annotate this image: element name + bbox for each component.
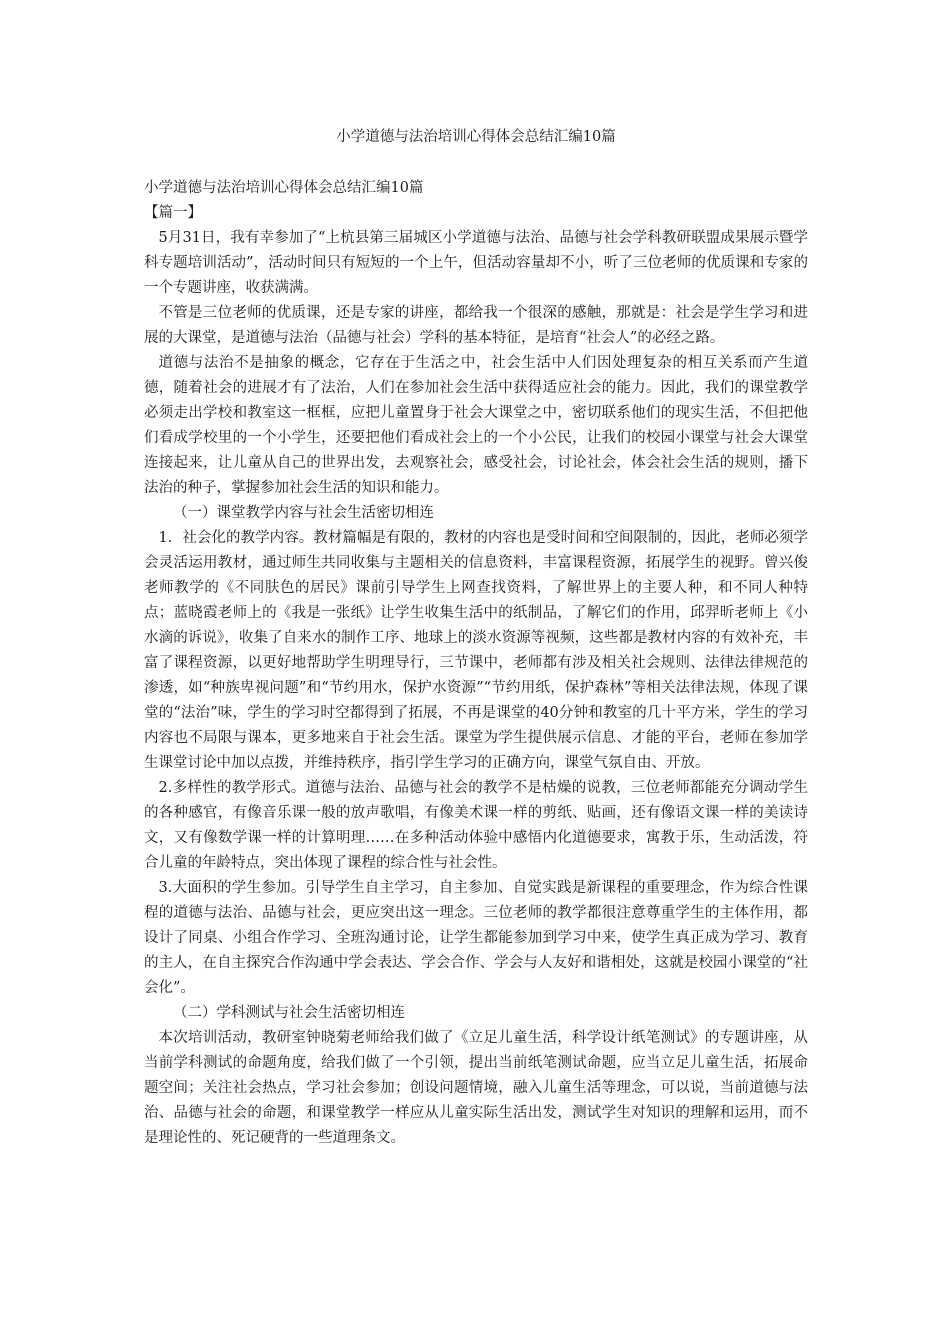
body-paragraph: 5月31日，我有幸参加了“上杭县第三届城区小学道德与法治、品德与社会学科教研联盟成果展示暨学科专题培训活动”，活动时间只有短短的一个上午，但活动容量却不小，听了三位老师的优质课和专家的一个专题讲座，收获满满。	[144, 230, 808, 296]
document-subtitle: 小学道德与法治培训心得体会总结汇编10篇	[144, 180, 424, 196]
body-paragraph: 3.大面积的学生参加。引导学生自主学习，自主参加、自觉实践是新课程的重要理念，作为综合性课程的道德与法治、品德与社会，更应突出这一理念。三位老师的教学都很注意尊重学生的主体作用，都设计了同桌、小组合作学习、全班沟通讨论，让学生都能参加到学习中来，使学生真正成为学习、教育的主人，在自主探究合作沟通中学会表达、学会合作、学会与人友好和谐相处，这就是校园小课堂的“社会化”。	[144, 880, 808, 996]
body-paragraph: 1．社会化的教学内容。教材篇幅是有限的，教材的内容也是受时间和空间限制的，因此，老师必须学会灵活运用教材，通过师生共同收集与主题相关的信息资料，丰富课程资源，拓展学生的视野。曾兴俊老师教学的《不同肤色的居民》课前引导学生上网查找资料，了解世界上的主要人种，和不同人种特点；蓝晓霞老师上的《我是一张纸》让学生收集生活中的纸制品，了解它们的作用，邱羿昕老师上《小水滴的诉说》，收集了自来水的制作工序、地球上的淡水资源等视频，这些都是教材内容的有效补充，丰富了课程资源，以更好地帮助学生明理导行，三节课中，老师都有涉及相关社会规则、法律法律规范的渗透，如“种族卑视问题”和“节约用水，保护水资源”“节约用纸，保护森林”等相关法律法规，体现了课堂的“法治”味，学生的学习时空都得到了拓展，不再是课堂的40分钟和教室的几十平方米，学生的学习内容也不局限与课本，更多地来自于社会生活。课堂为学生提供展示信息、才能的平台，老师在参加学生课堂讨论中加以点拨，并维持秩序，指引学生学习的正确方向，课堂气氛自由、开放。	[144, 530, 808, 771]
body-paragraph: 不管是三位老师的优质课，还是专家的讲座，都给我一个很深的感触，那就是：社会是学生学习和进展的大课堂，是道德与法治（品德与社会）学科的基本特征，是培育“社会人”的必经之路。	[144, 305, 808, 346]
body-paragraph: 道德与法治不是抽象的概念，它存在于生活之中，社会生活中人们因处理复杂的相互关系而产生道德，随着社会的进展才有了法治，人们在参加社会生活中获得适应社会的能力。因此，我们的课堂教学必须走出学校和教室这一框框，应把儿童置身于社会大课堂之中，密切联系他们的现实生活，不但把他们看成学校里的一个小学生，还要把他们看成社会上的一个小公民，让我们的校园小课堂与社会大课堂连接起来，让儿童从自己的世界出发，去观察社会，感受社会，讨论社会，体会社会生活的规则，播下法治的种子，掌握参加社会生活的知识和能力。	[144, 355, 808, 496]
section-label: 【篇一】	[144, 205, 202, 221]
body-paragraph: 本次培训活动，教研室钟晓菊老师给我们做了《立足儿童生活，科学设计纸笔测试》的专题讲座，从当前学科测试的命题角度，给我们做了一个引领，提出当前纸笔测试命题，应当立足儿童生活，拓展命题空间；关注社会热点，学习社会参加；创设问题情境，融入儿童生活等理念，可以说，当前道德与法治、品德与社会的命题，和课堂教学一样应从儿童实际生活出发，测试学生对知识的理解和运用，而不是理论性的、死记硬背的一些道理条文。	[144, 1030, 808, 1146]
body-paragraph: 2.多样性的教学形式。道德与法治、品德与社会的教学不是枯燥的说教，三位老师都能充分调动学生的各种感官，有像音乐课一般的放声歌唱，有像美术课一样的剪纸、贴画，还有像语文课一样的美读诗文，又有像数学课一样的计算明理……在多种活动体验中感悟内化道德要求，寓教于乐，生动活泼，符合儿童的年龄特点，突出体现了课程的综合性与社会性。	[144, 780, 808, 871]
section-heading: （一）课堂教学内容与社会生活密切相连	[173, 505, 434, 521]
document-body	[144, 176, 808, 1151]
document-title: 小学道德与法治培训心得体会总结汇编10篇	[336, 129, 616, 145]
section-heading: （二）学科测试与社会生活密切相连	[173, 1005, 405, 1021]
